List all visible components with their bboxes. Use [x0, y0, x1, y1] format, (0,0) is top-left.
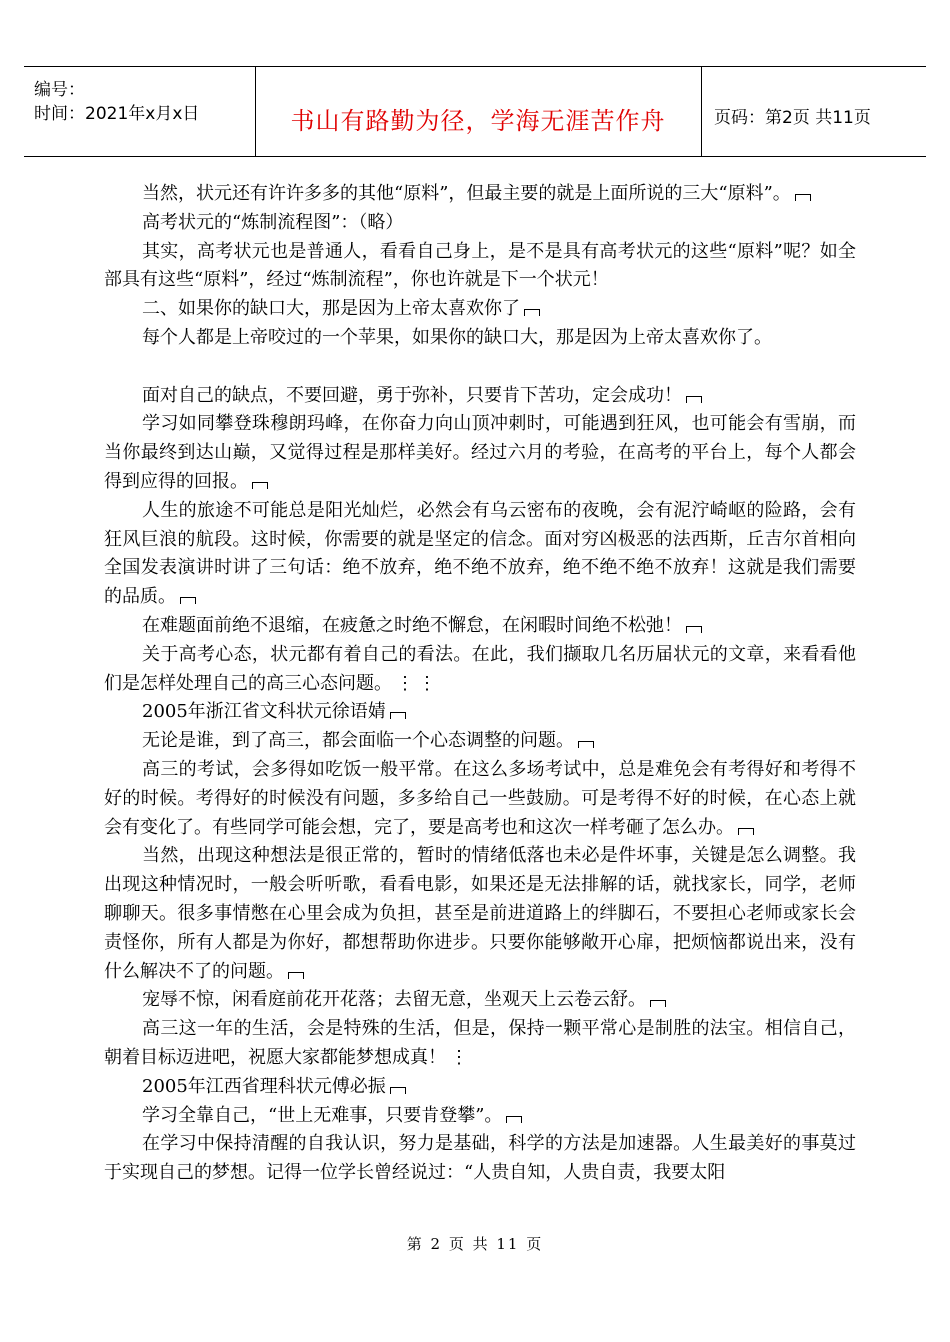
paragraph	[104, 612, 856, 641]
paragraph-mark-icon	[180, 597, 196, 604]
paragraph-text: 其实，高考状元也是普通人，看看自己身上，是不是具有高考状元的这些“原料”呢？如全部具有这些“原料”，经过“炼制流程”，你也许就是下一个状元！	[104, 240, 856, 291]
paragraph	[104, 756, 856, 842]
paragraph-text: 人生的旅途不可能总是阳光灿烂，必然会有乌云密布的夜晚，会有泥泞崎岖的险路，会有狂风巨浪的航段。这时候，你需要的就是坚定的信念。面对穷凶极恶的法西斯，丘吉尔首相向全国发表演讲时讲了三句话：绝不放弃，绝不绝不放弃，绝不绝不绝不放弃！这就是我们需要的品质。	[104, 499, 856, 608]
paragraph	[104, 497, 856, 612]
paragraph-text: 无论是谁，到了高三，都会面临一个心态调整的问题。	[142, 730, 574, 752]
paragraph	[104, 641, 856, 699]
paragraph-text: 当然，出现这种想法是很正常的，暂时的情绪低落也未必是件坏事，关键是怎么调整。我出现这种情况时，一般会听听歌，看看电影，如果还是无法排解的话，就找家长，同学，老师聊聊天。很多事情憋在心里会成为负担，甚至是前进道路上的绊脚石，不要担心老师或家长会责怪你，所有人都是为你好，都想帮助你进步。只要你能够敞开心扉，把烦恼都说出来，没有什么解决不了的问题。	[104, 845, 856, 982]
paragraph-mark-icon	[795, 194, 811, 201]
paragraph-text: 每个人都是上帝咬过的一个苹果，如果你的缺口大，那是因为上帝太喜欢你了。	[142, 326, 772, 348]
paragraph	[104, 324, 856, 353]
paragraph	[104, 410, 856, 496]
paragraph-text: 2005年浙江省文科状元徐语婧	[142, 701, 386, 723]
paragraph-text: 二、如果你的缺口大，那是因为上帝太喜欢你了	[142, 298, 520, 320]
paragraph-text: 2005年江西省理科状元傅必振	[142, 1075, 386, 1097]
paragraph	[104, 986, 856, 1015]
paragraph-text: 在难题面前绝不退缩，在疲惫之时绝不懈怠，在闲暇时间绝不松弛！	[142, 614, 682, 636]
paragraph-text: 在学习中保持清醒的自我认识，努力是基础，科学的方法是加速器。人生最美好的事莫过于实现自己的梦想。记得一位学长曾经说过：“人贵自知，人贵自责，我要太阳	[104, 1133, 856, 1184]
paragraph-text: 宠辱不惊，闲看庭前花开花落；去留无意，坐观天上云卷云舒。	[142, 989, 646, 1011]
document-time: 时间：2021年x月x日	[34, 104, 200, 124]
page-footer: 第 2 页 共 11 页	[406, 1235, 544, 1253]
paragraph-mark-icon	[252, 482, 268, 489]
vertical-dots: ⋮⋮	[396, 672, 440, 694]
paragraph-text: 学习全靠自己，“世上无难事，只要肯登攀”。	[142, 1104, 503, 1126]
paragraph-mark-icon	[650, 1000, 666, 1007]
paragraph	[104, 382, 856, 411]
paragraph-text: 高考状元的“炼制流程图”：（略）	[142, 211, 404, 233]
page-header	[24, 66, 926, 157]
serial-number-label: 编号：	[34, 80, 85, 100]
paragraph-text: 学习如同攀登珠穆朗玛峰，在你奋力向山顶冲刺时，可能遇到狂风，也可能会有雪崩，而当你最终到达山巅，又觉得过程是那样美好。经过六月的考验，在高考的平台上，每个人都会得到应得的回报。	[104, 413, 856, 492]
paragraph-mark-icon	[578, 741, 594, 748]
paragraph	[104, 1130, 856, 1188]
blank-line	[104, 353, 856, 382]
paragraph	[104, 1102, 856, 1131]
paragraph-text: 面对自己的缺点，不要回避，勇于弥补，只要肯下苦功，定会成功！	[142, 384, 682, 406]
header-page-code: 页码：第2页 共11页	[714, 108, 871, 128]
paragraph	[104, 842, 856, 986]
header-motto: 书山有路勤为径，学海无涯苦作舟	[290, 107, 666, 135]
header-page-cell	[702, 67, 926, 156]
paragraph-mark-icon	[686, 396, 702, 403]
paragraph-mark-icon	[390, 1087, 406, 1094]
paragraph-mark-icon	[738, 828, 754, 835]
paragraph-mark-icon	[686, 626, 702, 633]
paragraph	[104, 180, 856, 209]
paragraph-text: 高三这一年的生活，会是特殊的生活，但是，保持一颗平常心是制胜的法宝。相信自己，朝着目标迈进吧，祝愿大家都能梦想成真！	[104, 1018, 856, 1068]
paragraph	[104, 698, 856, 727]
paragraph-mark-icon	[506, 1116, 522, 1123]
paragraph	[104, 238, 856, 296]
paragraph-text: 当然，状元还有许许多多的其他“原料”，但最主要的就是上面所说的三大“原料”。	[142, 183, 791, 204]
paragraph-mark-icon	[524, 309, 540, 316]
header-motto-cell	[255, 67, 702, 156]
document-body	[104, 180, 856, 1188]
paragraph-mark-icon	[288, 972, 304, 979]
paragraph	[104, 209, 856, 238]
vertical-dots: ⋮	[450, 1046, 472, 1068]
paragraph-text: 高三的考试，会多得如吃饭一般平常。在这么多场考试中，总是难免会有考得好和考得不好的时候。考得好的时候没有问题，多多给自己一些鼓励。可是考得不好的时候，在心态上就会有变化了。有些同学可能会想，完了，要是高考也和这次一样考砸了怎么办。	[104, 758, 856, 838]
paragraph	[104, 727, 856, 756]
paragraph	[104, 1015, 856, 1073]
paragraph	[104, 1073, 856, 1102]
paragraph	[104, 295, 856, 324]
header-info-cell	[24, 67, 256, 156]
paragraph-mark-icon	[390, 712, 406, 719]
paragraph-text: 关于高考心态，状元都有着自己的看法。在此，我们撷取几名历届状元的文章，来看看他们是怎样处理自己的高三心态问题。	[104, 643, 856, 694]
